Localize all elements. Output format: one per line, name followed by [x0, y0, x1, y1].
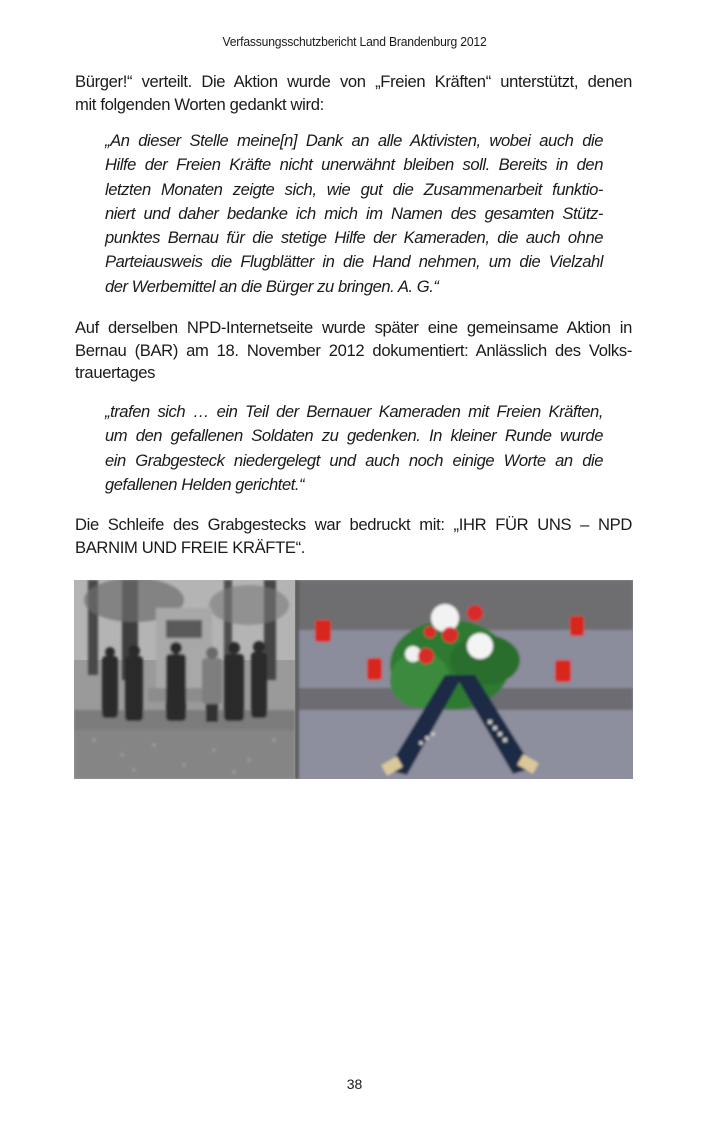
memorial-group-illustration — [74, 580, 295, 779]
quote-line: um den gefallenen Soldaten zu gedenken. In kleiner Runde wurde — [105, 426, 603, 446]
wreath-illustration — [295, 580, 633, 779]
page-number: 38 — [346, 1076, 363, 1092]
text-line: Auf derselben NPD-Internetseite wurde später eine gemeinsame Aktion in — [75, 318, 632, 337]
body-paragraph-2 — [75, 317, 632, 385]
quote-line: niert und daher bedanke ich mich im Namen des gesamten Stütz- — [105, 203, 603, 223]
quote-line: „trafen sich … ein Teil der Bernauer Kameraden mit Freien Kräften, — [105, 402, 603, 421]
text-line: Die Schleife des Grabgestecks war bedruckt mit: „IHR FÜR UNS – NPD — [75, 515, 632, 534]
quote-line: ein Grabgesteck niedergelegt und auch noch einige Worte an die — [105, 450, 603, 470]
text-line: Bernau (BAR) am 18. November 2012 dokumentiert: Anlässlich des Volks- — [75, 340, 632, 360]
quote-line: punktes Bernau für die stetige Hilfe der Kameraden, die auch ohne — [105, 228, 603, 248]
block-quote-1 — [75, 129, 632, 299]
memorial-group-photo — [74, 580, 295, 779]
wreath-photo — [295, 580, 633, 779]
quote-line: letzten Monaten zeigte sich, wie gut die Zusammenarbeit funktio- — [105, 179, 603, 199]
quote-line: Parteiausweis die Flugblätter in die Hand nehmen, um die Vielzahl — [105, 252, 603, 272]
body-paragraph-3 — [75, 514, 632, 559]
photo-figure — [74, 580, 633, 779]
quote-line: der Werbemittel an die Bürger zu bringen. A. G.“ — [105, 276, 439, 296]
text-line: mit folgenden Worten gedankt wird: — [75, 94, 324, 114]
body-paragraph-1 — [75, 71, 632, 116]
quote-line: „An dieser Stelle meine[n] Dank an alle Aktivisten, wobei auch die — [105, 131, 603, 150]
running-header: Verfassungsschutzbericht Land Brandenburg 2012 — [222, 34, 487, 49]
quote-line: Hilfe der Freien Kräfte nicht unerwähnt bleiben soll. Bereits in den — [105, 155, 603, 175]
text-line: Bürger!“ verteilt. Die Aktion wurde von „Freien Kräften“ unterstützt, denen — [75, 72, 632, 91]
text-line: BARNIM UND FREIE KRÄFTE“. — [75, 537, 306, 557]
block-quote-2 — [75, 400, 632, 497]
text-line: trauertages — [75, 363, 156, 382]
quote-line: gefallenen Helden gerichtet.“ — [105, 474, 305, 494]
